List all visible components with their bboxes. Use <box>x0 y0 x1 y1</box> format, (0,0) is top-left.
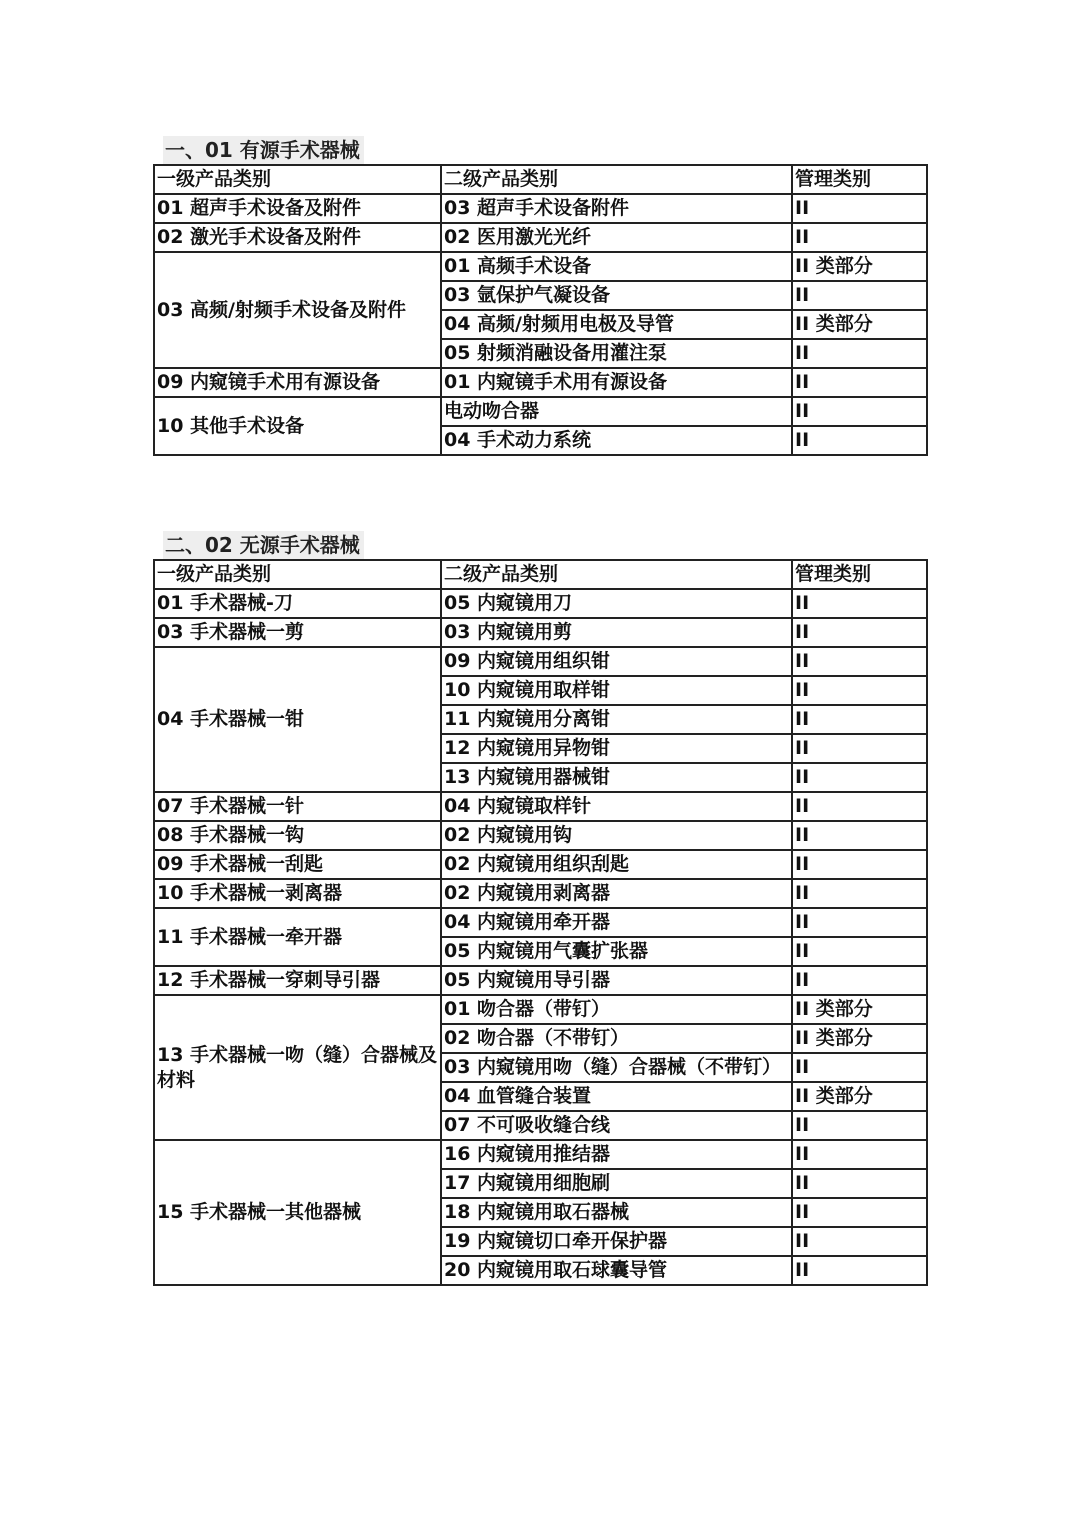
management-class-cell: II <box>792 937 927 966</box>
management-class-cell: II <box>792 647 927 676</box>
secondary-category-cell: 04 血管缝合装置 <box>441 1082 792 1111</box>
management-class-cell: II <box>792 1256 927 1285</box>
management-class-cell: II <box>792 850 927 879</box>
table-row <box>154 908 927 937</box>
header-row <box>154 165 927 194</box>
table-row <box>154 368 927 397</box>
primary-category-cell: 15 手术器械一其他器械 <box>154 1140 441 1285</box>
secondary-category-cell: 02 吻合器（不带钉） <box>441 1024 792 1053</box>
primary-category-cell: 10 其他手术设备 <box>154 397 441 455</box>
management-class-cell: II <box>792 1227 927 1256</box>
management-class-cell: II <box>792 281 927 310</box>
management-class-cell: II <box>792 908 927 937</box>
primary-category-cell: 01 超声手术设备及附件 <box>154 194 441 223</box>
table-row <box>154 966 927 995</box>
table-row <box>154 589 927 618</box>
secondary-category-cell: 09 内窥镜用组织钳 <box>441 647 792 676</box>
primary-category-cell: 09 手术器械一刮匙 <box>154 850 441 879</box>
secondary-category-cell: 04 高频/射频用电极及导管 <box>441 310 792 339</box>
header-row <box>154 560 927 589</box>
secondary-category-cell: 10 内窥镜用取样钳 <box>441 676 792 705</box>
management-class-cell: II <box>792 426 927 455</box>
secondary-category-cell: 07 不可吸收缝合线 <box>441 1111 792 1140</box>
secondary-category-cell: 13 内窥镜用器械钳 <box>441 763 792 792</box>
section-title-passive-instruments: 二、02 无源手术器械 <box>163 531 364 559</box>
management-class-cell: II 类部分 <box>792 1082 927 1111</box>
secondary-category-cell: 03 氩保护气凝设备 <box>441 281 792 310</box>
secondary-category-cell: 02 内窥镜用组织刮匙 <box>441 850 792 879</box>
secondary-category-cell: 17 内窥镜用细胞刷 <box>441 1169 792 1198</box>
primary-category-cell: 08 手术器械一钩 <box>154 821 441 850</box>
management-class-cell: II <box>792 1053 927 1082</box>
column-header: 管理类别 <box>792 560 927 589</box>
management-class-cell: II <box>792 734 927 763</box>
management-class-cell: II <box>792 339 927 368</box>
secondary-category-cell: 05 内窥镜用刀 <box>441 589 792 618</box>
column-header: 管理类别 <box>792 165 927 194</box>
management-class-cell: II <box>792 194 927 223</box>
secondary-category-cell: 01 高频手术设备 <box>441 252 792 281</box>
secondary-category-cell: 电动吻合器 <box>441 397 792 426</box>
table-row <box>154 792 927 821</box>
secondary-category-cell: 05 内窥镜用气囊扩张器 <box>441 937 792 966</box>
secondary-category-cell: 18 内窥镜用取石器械 <box>441 1198 792 1227</box>
table-row <box>154 397 927 426</box>
secondary-category-cell: 01 吻合器（带钉） <box>441 995 792 1024</box>
secondary-category-cell: 01 内窥镜手术用有源设备 <box>441 368 792 397</box>
table-row <box>154 1140 927 1169</box>
secondary-category-cell: 04 内窥镜用牵开器 <box>441 908 792 937</box>
management-class-cell: II <box>792 223 927 252</box>
secondary-category-cell: 20 内窥镜用取石球囊导管 <box>441 1256 792 1285</box>
secondary-category-cell: 03 内窥镜用吻（缝）合器械（不带钉） <box>441 1053 792 1082</box>
secondary-category-cell: 11 内窥镜用分离钳 <box>441 705 792 734</box>
table-row <box>154 821 927 850</box>
secondary-category-cell: 05 内窥镜用导引器 <box>441 966 792 995</box>
management-class-cell: II <box>792 792 927 821</box>
table-row <box>154 252 927 281</box>
management-class-cell: II <box>792 1140 927 1169</box>
primary-category-cell: 10 手术器械一剥离器 <box>154 879 441 908</box>
secondary-category-cell: 04 手术动力系统 <box>441 426 792 455</box>
table-row <box>154 850 927 879</box>
management-class-cell: II <box>792 1111 927 1140</box>
table-row <box>154 223 927 252</box>
column-header: 二级产品类别 <box>441 560 792 589</box>
management-class-cell: II <box>792 705 927 734</box>
management-class-cell: II 类部分 <box>792 995 927 1024</box>
primary-category-cell: 03 手术器械一剪 <box>154 618 441 647</box>
management-class-cell: II <box>792 966 927 995</box>
management-class-cell: II <box>792 879 927 908</box>
primary-category-cell: 02 激光手术设备及附件 <box>154 223 441 252</box>
column-header: 二级产品类别 <box>441 165 792 194</box>
management-class-cell: II <box>792 618 927 647</box>
table-row <box>154 995 927 1024</box>
management-class-cell: II <box>792 821 927 850</box>
column-header: 一级产品类别 <box>154 165 441 194</box>
secondary-category-cell: 03 内窥镜用剪 <box>441 618 792 647</box>
table-row <box>154 618 927 647</box>
secondary-category-cell: 12 内窥镜用异物钳 <box>441 734 792 763</box>
primary-category-cell: 13 手术器械一吻（缝）合器械及材料 <box>154 995 441 1140</box>
table-row <box>154 647 927 676</box>
secondary-category-cell: 05 射频消融设备用灌注泵 <box>441 339 792 368</box>
management-class-cell: II <box>792 676 927 705</box>
active-instruments-table <box>153 164 928 456</box>
primary-category-cell: 07 手术器械一针 <box>154 792 441 821</box>
secondary-category-cell: 02 内窥镜用钩 <box>441 821 792 850</box>
secondary-category-cell: 19 内窥镜切口牵开保护器 <box>441 1227 792 1256</box>
management-class-cell: II <box>792 368 927 397</box>
management-class-cell: II <box>792 1169 927 1198</box>
table-row <box>154 879 927 908</box>
management-class-cell: II 类部分 <box>792 252 927 281</box>
column-header: 一级产品类别 <box>154 560 441 589</box>
primary-category-cell: 09 内窥镜手术用有源设备 <box>154 368 441 397</box>
secondary-category-cell: 03 超声手术设备附件 <box>441 194 792 223</box>
management-class-cell: II <box>792 1198 927 1227</box>
primary-category-cell: 04 手术器械一钳 <box>154 647 441 792</box>
management-class-cell: II <box>792 763 927 792</box>
secondary-category-cell: 02 医用激光光纤 <box>441 223 792 252</box>
management-class-cell: II 类部分 <box>792 310 927 339</box>
primary-category-cell: 11 手术器械一牵开器 <box>154 908 441 966</box>
primary-category-cell: 03 高频/射频手术设备及附件 <box>154 252 441 368</box>
secondary-category-cell: 04 内窥镜取样针 <box>441 792 792 821</box>
secondary-category-cell: 02 内窥镜用剥离器 <box>441 879 792 908</box>
secondary-category-cell: 16 内窥镜用推结器 <box>441 1140 792 1169</box>
table-row <box>154 194 927 223</box>
section-title-active-instruments: 一、01 有源手术器械 <box>163 136 364 164</box>
management-class-cell: II <box>792 589 927 618</box>
management-class-cell: II 类部分 <box>792 1024 927 1053</box>
primary-category-cell: 12 手术器械一穿刺导引器 <box>154 966 441 995</box>
management-class-cell: II <box>792 397 927 426</box>
primary-category-cell: 01 手术器械-刀 <box>154 589 441 618</box>
passive-instruments-table <box>153 559 928 1286</box>
